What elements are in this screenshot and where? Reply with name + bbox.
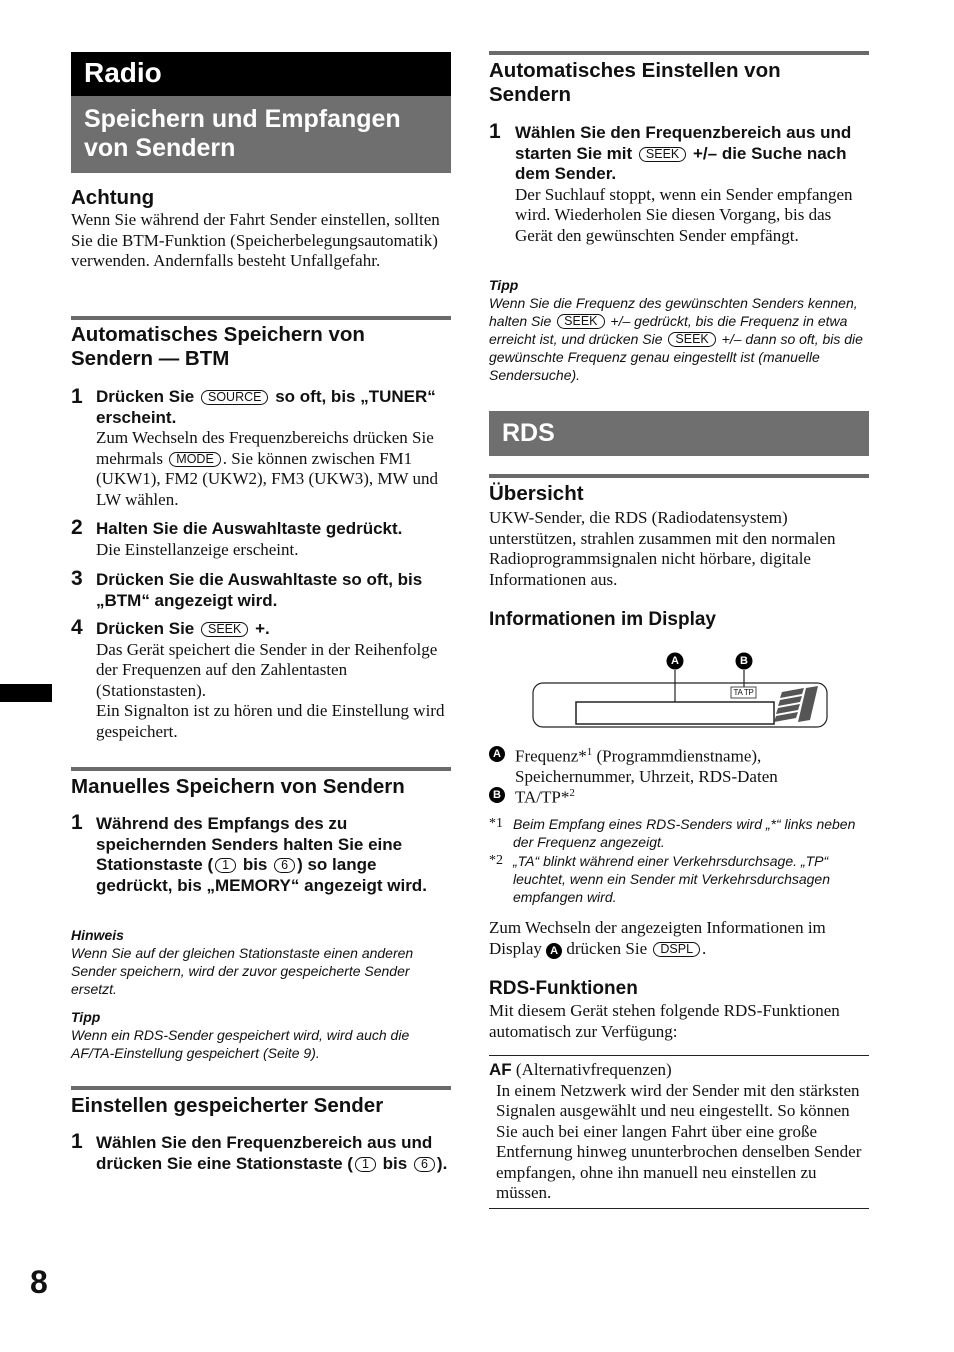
preset-6-key: 6 bbox=[274, 858, 295, 873]
page-number: 8 bbox=[30, 1264, 48, 1300]
marker-a-inline: A bbox=[546, 943, 562, 959]
btm-step4-title bbox=[96, 619, 451, 640]
item-a-text: Frequenz* bbox=[515, 746, 587, 766]
btm-step1-body bbox=[96, 428, 451, 510]
display-heading: Informationen im Display bbox=[489, 609, 716, 630]
btm-step4-body2: Ein Signalton ist zu hören und die Einstellung wird gespeichert. bbox=[96, 701, 445, 741]
btm-step1-title-b: so oft, bis „TUNER“ erscheint. bbox=[96, 387, 436, 427]
rds-title: RDS bbox=[502, 419, 555, 447]
btm-step1-title bbox=[96, 387, 451, 428]
tipp-label-right: Tipp bbox=[489, 277, 519, 293]
fn1-mark: *1 bbox=[489, 816, 503, 831]
switch-a: Zum Wechseln der angezeigten Informationen im Display bbox=[489, 918, 826, 958]
mode-key: MODE bbox=[169, 452, 221, 467]
btm-step3-title: Drücken Sie die Auswahltaste so oft, bis „BTM“ angezeigt wird. bbox=[96, 570, 423, 610]
manual-heading: Manuelles Speichern von Sendern bbox=[71, 775, 405, 798]
btm-step4-title-b: +. bbox=[255, 619, 270, 638]
btm-step4-title-a: Drücken Sie bbox=[96, 619, 195, 638]
fn2-mark: *2 bbox=[489, 853, 503, 868]
display-switch-text bbox=[489, 918, 869, 959]
rds-funktionen-text: Mit diesem Gerät stehen folgende RDS-Funktionen automatisch zur Verfügung: bbox=[489, 1001, 840, 1041]
display-item-b bbox=[489, 783, 869, 807]
autotune-step1 bbox=[515, 123, 869, 246]
rds-funktionen-heading: RDS-Funktionen bbox=[489, 978, 638, 999]
af-top-rule bbox=[489, 1055, 869, 1056]
autotune-step1-title-b: +/– die Suche nach dem Sender. bbox=[515, 143, 847, 183]
fn1-text: Beim Empfang eines RDS-Senders wird „*“ links neben der Frequenz angezeigt. bbox=[513, 816, 856, 850]
side-tab-marker bbox=[0, 684, 52, 702]
tipp-text-right bbox=[489, 294, 869, 384]
btm-step1-body-a: Zum Wechseln des Frequenzbereichs drücken Sie mehrmals bbox=[96, 428, 434, 468]
af-bottom-rule bbox=[489, 1208, 869, 1209]
switch-b: drücken Sie bbox=[566, 938, 648, 958]
manual-step1-title bbox=[96, 814, 451, 896]
item-a-rest: (Programmdienstname), Speichernummer, Uhrzeit, RDS-Daten bbox=[515, 746, 778, 787]
chapter-title: Radio bbox=[84, 57, 162, 88]
marker-b-badge: B bbox=[489, 787, 505, 803]
tipp-right-c: +/– dann so oft, bis die gewünschte Frequenz genau eingestellt ist (manuelle Sendersuche). bbox=[489, 331, 863, 383]
btm-step2-num: 2 bbox=[71, 516, 83, 539]
manual-step1-title-a: Während des Empfangs des zu speichernden Senders halten Sie eine Stationstaste ( bbox=[96, 814, 403, 874]
achtung-heading: Achtung bbox=[71, 186, 155, 209]
btm-heading: Automatisches Speichern von Sendern — BTM bbox=[71, 323, 365, 370]
rule-autotune bbox=[489, 51, 869, 55]
btm-step1 bbox=[96, 387, 451, 510]
fn2-text: „TA“ blinkt während einer Verkehrsdurchsage. „TP“ leuchtet, wenn ein Sender mit Verkehrsdurchsagen empfangen wird. bbox=[513, 853, 830, 905]
btm-step1-title-a: Drücken Sie bbox=[96, 387, 195, 406]
btm-step4-body1: Das Gerät speichert die Sender in der Reihenfolge der Frequenzen auf den Zahlentasten (Stationstasten). bbox=[96, 639, 438, 700]
seek-key: SEEK bbox=[557, 314, 604, 329]
af-title-line bbox=[489, 1060, 869, 1081]
item-a-sup: 1 bbox=[586, 746, 593, 758]
manual-step1-num: 1 bbox=[71, 811, 83, 834]
source-key: SOURCE bbox=[201, 390, 268, 405]
hinweis-text: Wenn Sie auf der gleichen Stationstaste einen anderen Sender speichern, wird der zuvor gespeicherte Sender ersetzt. bbox=[71, 945, 414, 997]
preset-1-key: 1 bbox=[215, 858, 236, 873]
btm-step1-num: 1 bbox=[71, 385, 83, 408]
footnote-2 bbox=[489, 852, 869, 906]
rds-title-band bbox=[489, 411, 869, 456]
hinweis-label: Hinweis bbox=[71, 927, 124, 943]
rule-manual bbox=[71, 767, 451, 771]
uebersicht-heading: Übersicht bbox=[489, 482, 584, 505]
seek-key: SEEK bbox=[639, 147, 686, 162]
manual-step1-title-c: ) so lange gedrückt, bis „MEMORY“ angezeigt wird. bbox=[96, 855, 427, 895]
btm-step4 bbox=[96, 619, 451, 742]
btm-step2 bbox=[96, 519, 451, 560]
autotune-step1-title bbox=[515, 123, 869, 185]
autotune-step1-body: Der Suchlauf stoppt, wenn ein Sender empfangen wird. Wiederholen Sie diesen Vorgang, bis das Gerät den gewünschten Sender empfängt. bbox=[515, 184, 853, 245]
marker-a-label: A bbox=[671, 655, 679, 667]
display-illustration bbox=[532, 650, 828, 730]
recall-step1-title-b: bis bbox=[382, 1153, 408, 1173]
tipp-right-a: Wenn Sie die Frequenz des gewünschten Senders kennen, halten Sie bbox=[489, 295, 858, 329]
tipp-label-left: Tipp bbox=[71, 1009, 101, 1025]
uebersicht-text: UKW-Sender, die RDS (Radiodatensystem) unterstützen, strahlen zusammen mit den normalen Radioprogrammsignalen nicht hörbare, digitale Informationen aus. bbox=[489, 508, 836, 589]
recall-step1-title-a: Wählen Sie den Frequenzbereich aus und drücken Sie eine Stationstaste ( bbox=[96, 1133, 433, 1173]
seek-key: SEEK bbox=[668, 332, 715, 347]
section-title-band bbox=[71, 96, 451, 173]
btm-step2-title: Halten Sie die Auswahltaste gedrückt. bbox=[96, 519, 403, 538]
seek-key: SEEK bbox=[201, 622, 248, 637]
recall-step1-title-c: ). bbox=[436, 1153, 448, 1173]
rule-recall bbox=[71, 1086, 451, 1090]
autotune-heading: Automatisches Einstellen von Sendern bbox=[489, 59, 781, 106]
rule-btm bbox=[71, 316, 451, 320]
btm-step3-num: 3 bbox=[71, 567, 83, 590]
preset-1-key: 1 bbox=[355, 1157, 376, 1172]
footnote-1 bbox=[489, 815, 869, 851]
btm-step1-body-b: . Sie können zwischen FM1 (UKW1), FM2 (UKW2), FM3 (UKW3), MW und LW wählen. bbox=[96, 448, 439, 509]
btm-step2-body: Die Einstellanzeige erscheint. bbox=[96, 539, 299, 559]
ta-tp-indicator: TA TP bbox=[733, 688, 754, 697]
preset-6-key: 6 bbox=[414, 1157, 435, 1172]
af-text: In einem Netzwerk wird der Sender mit den stärksten Signalen ausgewählt und neu eingestellt. So können Sie auch bei einer langen Fahrt über eine große Entfernung hinweg ununterbrochen denselben Sender empfangen, ohne ihn manuell neu einstellen zu müssen. bbox=[496, 1080, 862, 1202]
tipp-text-left: Wenn ein RDS-Sender gespeichert wird, wird auch die AF/TA-Einstellung gespeichert (Seite 9). bbox=[71, 1027, 410, 1061]
item-b-text: TA/TP* bbox=[515, 787, 570, 807]
af-title: (Alternativfrequenzen) bbox=[515, 1060, 672, 1079]
recall-step1-title bbox=[96, 1133, 451, 1174]
recall-heading: Einstellen gespeicherter Sender bbox=[71, 1094, 384, 1117]
autotune-step1-num: 1 bbox=[489, 120, 501, 143]
item-b-sup: 2 bbox=[569, 787, 575, 799]
af-entry bbox=[489, 1060, 869, 1204]
btm-step4-num: 4 bbox=[71, 616, 83, 639]
chapter-title-band bbox=[71, 52, 451, 96]
achtung-text: Wenn Sie während der Fahrt Sender einstellen, sollten Sie die BTM-Funktion (Speicherbelegungsautomatik) verwenden. Andernfalls besteht Unfallgefahr. bbox=[71, 210, 440, 270]
display-item-a bbox=[489, 742, 869, 787]
section-title: Speichern und Empfangen von Sendern bbox=[84, 105, 401, 162]
recall-step1-num: 1 bbox=[71, 1130, 83, 1153]
switch-c: . bbox=[702, 938, 707, 958]
rule-uebersicht bbox=[489, 474, 869, 478]
marker-a-badge: A bbox=[489, 746, 505, 762]
tipp-right-b: +/– gedrückt, bis die Frequenz in etwa erreicht ist, und drücken Sie bbox=[489, 313, 848, 347]
marker-b-label: B bbox=[740, 655, 748, 667]
autotune-step1-title-a: Wählen Sie den Frequenzbereich aus und starten Sie mit bbox=[515, 123, 852, 163]
dspl-key: DSPL bbox=[653, 942, 700, 957]
af-label: AF bbox=[489, 1060, 512, 1079]
manual-step1-title-b: bis bbox=[242, 855, 268, 874]
